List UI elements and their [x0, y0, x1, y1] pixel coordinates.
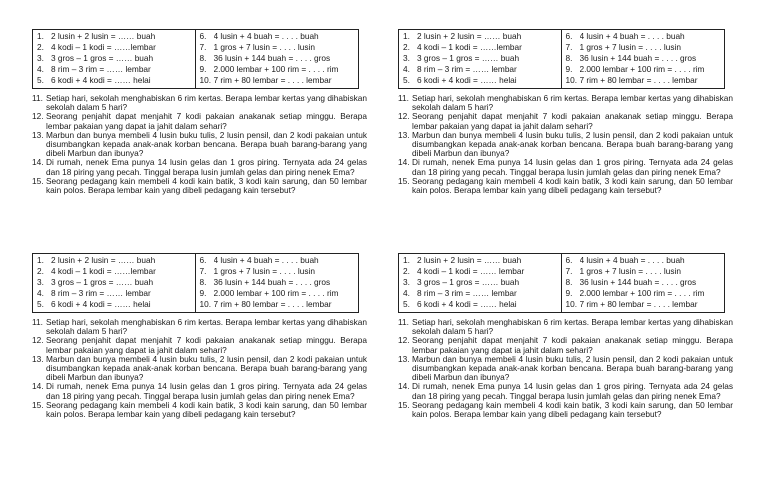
- word-problem: [398, 177, 733, 195]
- item-number: 6.: [199, 31, 207, 41]
- question-number: 13.: [32, 353, 44, 364]
- word-problem: [32, 336, 367, 354]
- item-expression: 8 rim – 3 rim = …… lembar: [51, 288, 151, 298]
- exercise-column-left: [399, 254, 562, 312]
- question-text: Seorang pedagang kain membeli 4 kodi kain batik, 3 kodi kain sarung, dan 50 lembar kain polos. Berapa lembar kain yang dibeli pedagang kain tersebut?: [46, 399, 367, 420]
- exercise-table: [32, 29, 359, 89]
- word-problems: [32, 318, 367, 419]
- exercise-item: [403, 64, 558, 75]
- item-expression: 7 rim + 80 lembar = . . . . lembar: [579, 299, 698, 309]
- word-problem: [32, 177, 367, 195]
- word-problem: [32, 401, 367, 419]
- question-text: Di rumah, nenek Ema punya 14 lusin gelas dan 1 gros piring. Ternyata ada 24 gelas dan 18 piring yang pecah. Tinggal berapa lusin jumlah gelas dan piring nenek Ema?: [412, 157, 733, 177]
- exercise-item: [403, 288, 558, 299]
- question-number: 15.: [32, 399, 44, 410]
- question-number: 14.: [398, 381, 410, 392]
- item-number: 2.: [37, 266, 44, 276]
- question-text: Setiap hari, sekolah menghabiskan 6 rim kertas. Berapa lembar kertas yang dihabiskan sekolah dalam 5 hari?: [46, 317, 367, 337]
- exercise-item: [566, 31, 722, 42]
- exercise-item: [566, 255, 722, 266]
- item-expression: 2.000 lembar + 100 rim = . . . . rim: [213, 288, 339, 298]
- item-expression: 2 lusin + 2 lusin = …… buah: [417, 255, 522, 265]
- question-number: 12.: [32, 111, 44, 122]
- item-number: 9.: [199, 64, 207, 74]
- item-number: 1.: [37, 31, 44, 41]
- exercise-item: [566, 266, 722, 277]
- item-number: 7.: [199, 42, 207, 52]
- exercise-item: [566, 277, 722, 288]
- item-number: 2.: [37, 42, 44, 52]
- item-expression: 2 lusin + 2 lusin = …… buah: [417, 31, 522, 41]
- word-problem: [32, 158, 367, 176]
- item-number: 3.: [37, 277, 44, 287]
- question-number: 14.: [32, 157, 44, 168]
- item-expression: 7 rim + 80 lembar = . . . . lembar: [213, 299, 332, 309]
- word-problem: [398, 112, 733, 130]
- item-number: 7.: [565, 42, 573, 52]
- item-expression: 4 lusin + 4 buah = . . . . buah: [213, 255, 319, 265]
- item-expression: 4 lusin + 4 buah = . . . . buah: [579, 255, 685, 265]
- item-expression: 6 kodi + 4 kodi = …… helai: [51, 299, 151, 309]
- word-problem: [398, 401, 733, 419]
- item-expression: 36 lusin + 144 buah = . . . . gros: [213, 277, 331, 287]
- item-expression: 7 rim + 80 lembar = . . . . lembar: [579, 75, 698, 85]
- item-number: 6.: [565, 31, 573, 41]
- exercise-item: [37, 255, 192, 266]
- item-number: 1.: [403, 255, 410, 265]
- item-number: 9.: [565, 288, 573, 298]
- question-number: 13.: [398, 353, 410, 364]
- exercise-column-right: [196, 30, 359, 88]
- exercise-item: [566, 75, 722, 86]
- question-text: Seorang penjahit dapat menjahit 7 kodi pakaian anakanak setiap minggu. Berapa lembar pakaian yang dapat ia jahit dalam sehari?: [46, 111, 367, 131]
- exercise-column-right: [562, 254, 725, 312]
- item-number: 5.: [403, 75, 410, 85]
- item-number: 9.: [199, 288, 207, 298]
- worksheet-top-right: [398, 29, 740, 195]
- item-expression: 3 gros – 1 gros = …… buah: [51, 53, 154, 63]
- question-text: Seorang pedagang kain membeli 4 kodi kain batik, 3 kodi kain sarung, dan 50 lembar kain polos. Berapa lembar kain yang dibeli pedagang kain tersebut?: [46, 175, 367, 196]
- question-text: Setiap hari, sekolah menghabiskan 6 rim kertas. Berapa lembar kertas yang dihabiskan sekolah dalam 5 hari?: [412, 93, 733, 113]
- word-problems: [398, 318, 733, 419]
- question-number: 11.: [32, 93, 43, 103]
- item-number: 4.: [37, 64, 44, 74]
- exercise-item: [200, 277, 356, 288]
- exercise-column-left: [33, 254, 196, 312]
- item-number: 9.: [565, 64, 573, 74]
- exercise-item: [200, 64, 356, 75]
- item-number: 1.: [37, 255, 44, 265]
- worksheet-top-left: [32, 29, 374, 195]
- item-number: 6.: [199, 255, 207, 265]
- item-number: 2.: [403, 42, 410, 52]
- exercise-item: [37, 42, 192, 53]
- item-number: 4.: [37, 288, 44, 298]
- word-problem: [32, 382, 367, 400]
- exercise-item: [403, 75, 558, 86]
- worksheet-bottom-right: [398, 253, 740, 419]
- item-expression: 2.000 lembar + 100 rim = . . . . rim: [579, 64, 705, 74]
- item-expression: 8 rim – 3 rim = …… lembar: [417, 288, 517, 298]
- item-number: 5.: [37, 299, 44, 309]
- item-number: 8.: [565, 277, 573, 287]
- exercise-column-left: [399, 30, 562, 88]
- item-expression: 6 kodi + 4 kodi = …… helai: [417, 299, 517, 309]
- item-number: 8.: [565, 53, 573, 63]
- question-text: Seorang pedagang kain membeli 4 kodi kain batik, 3 kodi kain sarung, dan 50 lembar kain polos. Berapa lembar kain yang dibeli pedagang kain tersebut?: [412, 175, 733, 196]
- question-text: Di rumah, nenek Ema punya 14 lusin gelas dan 1 gros piring. Ternyata ada 24 gelas dan 18 piring yang pecah. Tinggal berapa lusin jumlah gelas dan piring nenek Ema?: [412, 381, 733, 401]
- exercise-table: [398, 29, 725, 89]
- exercise-item: [37, 75, 192, 86]
- question-text: Seorang penjahit dapat menjahit 7 kodi pakaian anakanak setiap minggu. Berapa lembar pakaian yang dapat ia jahit dalam sehari?: [412, 335, 733, 355]
- item-expression: 4 lusin + 4 buah = . . . . buah: [579, 31, 685, 41]
- exercise-item: [200, 42, 356, 53]
- word-problem: [398, 318, 733, 336]
- item-expression: 6 kodi + 4 kodi = …… helai: [417, 75, 517, 85]
- question-text: Marbun dan bunya membeli 4 lusin buku tulis, 2 lusin pensil, dan 2 kodi pakaian untuk disumbangkan kepada anak-anak korban bencana. Berapa buah barang-barang yang dibeli Marbun dan ibunya?: [412, 129, 733, 159]
- item-number: 2.: [403, 266, 410, 276]
- item-number: 7.: [199, 266, 207, 276]
- exercise-item: [200, 31, 356, 42]
- item-number: 5.: [403, 299, 410, 309]
- question-text: Marbun dan bunya membeli 4 lusin buku tulis, 2 lusin pensil, dan 2 kodi pakaian untuk disumbangkan kepada anak-anak korban bencana. Berapa buah barang-barang yang dibeli Marbun dan ibunya?: [412, 353, 733, 383]
- exercise-item: [403, 42, 558, 53]
- word-problem: [398, 94, 733, 112]
- item-expression: 4 lusin + 4 buah = . . . . buah: [213, 31, 319, 41]
- worksheet-bottom-left: [32, 253, 374, 419]
- item-number: 5.: [37, 75, 44, 85]
- item-number: 3.: [403, 277, 410, 287]
- item-expression: 3 gros – 1 gros = …… buah: [417, 277, 520, 287]
- question-number: 11.: [398, 93, 409, 103]
- word-problem: [32, 318, 367, 336]
- item-expression: 4 kodi – 1 kodi = ……lembar: [51, 266, 156, 276]
- item-expression: 6 kodi + 4 kodi = …… helai: [51, 75, 151, 85]
- question-text: Seorang pedagang kain membeli 4 kodi kain batik, 3 kodi kain sarung, dan 50 lembar kain polos. Berapa lembar kain yang dibeli pedagang kain tersebut?: [412, 399, 733, 420]
- question-text: Di rumah, nenek Ema punya 14 lusin gelas dan 1 gros piring. Ternyata ada 24 gelas dan 18 piring yang pecah. Tinggal berapa lusin jumlah gelas dan piring nenek Ema?: [46, 381, 367, 401]
- item-expression: 3 gros – 1 gros = …… buah: [417, 53, 520, 63]
- exercise-item: [200, 288, 356, 299]
- exercise-item: [37, 266, 192, 277]
- item-expression: 1 gros + 7 lusin = . . . . lusin: [213, 266, 315, 276]
- word-problem: [398, 355, 733, 383]
- question-text: Seorang penjahit dapat menjahit 7 kodi pakaian anakanak setiap minggu. Berapa lembar pakaian yang dapat ia jahit dalam sehari?: [412, 111, 733, 131]
- question-text: Setiap hari, sekolah menghabiskan 6 rim kertas. Berapa lembar kertas yang dihabiskan sekolah dalam 5 hari?: [46, 93, 367, 113]
- question-number: 11.: [398, 317, 409, 327]
- exercise-item: [37, 64, 192, 75]
- item-number: 4.: [403, 64, 410, 74]
- exercise-column-right: [196, 254, 359, 312]
- question-number: 12.: [398, 111, 410, 122]
- item-expression: 4 kodi – 1 kodi = ……lembar: [51, 42, 156, 52]
- item-number: 1.: [403, 31, 410, 41]
- exercise-item: [566, 42, 722, 53]
- item-number: 10.: [565, 75, 578, 85]
- item-expression: 4 kodi – 1 kodi = ……lembar: [417, 42, 522, 52]
- exercise-item: [37, 31, 192, 42]
- question-text: Marbun dan bunya membeli 4 lusin buku tulis, 2 lusin pensil, dan 2 kodi pakaian untuk disumbangkan kepada anak-anak korban bencana. Berapa buah barang-barang yang dibeli Marbun dan ibunya?: [46, 129, 367, 159]
- exercise-item: [403, 277, 558, 288]
- question-number: 15.: [32, 175, 44, 186]
- item-expression: 1 gros + 7 lusin = . . . . lusin: [213, 42, 315, 52]
- exercise-item: [403, 53, 558, 64]
- item-number: 10.: [199, 75, 212, 85]
- exercise-column-left: [33, 30, 196, 88]
- exercise-item: [200, 299, 356, 310]
- word-problems: [398, 94, 733, 195]
- exercise-column-right: [562, 30, 725, 88]
- exercise-item: [566, 299, 722, 310]
- question-number: 15.: [398, 175, 410, 186]
- exercise-item: [403, 266, 558, 277]
- word-problem: [32, 355, 367, 383]
- item-expression: 1 gros + 7 lusin = . . . . lusin: [579, 42, 681, 52]
- exercise-item: [37, 277, 192, 288]
- item-expression: 2.000 lembar + 100 rim = . . . . rim: [213, 64, 339, 74]
- exercise-item: [566, 53, 722, 64]
- exercise-item: [37, 299, 192, 310]
- item-number: 3.: [37, 53, 44, 63]
- word-problem: [32, 112, 367, 130]
- item-expression: 2 lusin + 2 lusin = …… buah: [51, 255, 156, 265]
- question-text: Di rumah, nenek Ema punya 14 lusin gelas dan 1 gros piring. Ternyata ada 24 gelas dan 18 piring yang pecah. Tinggal berapa lusin jumlah gelas dan piring nenek Ema?: [46, 157, 367, 177]
- item-expression: 4 kodi – 1 kodi = …… lembar: [417, 266, 525, 276]
- item-number: 3.: [403, 53, 410, 63]
- question-text: Setiap hari, sekolah menghabiskan 6 rim kertas. Berapa lembar kertas yang dihabiskan sekolah dalam 5 hari?: [412, 317, 733, 337]
- exercise-item: [200, 75, 356, 86]
- question-number: 14.: [398, 157, 410, 168]
- question-number: 14.: [32, 381, 44, 392]
- exercise-item: [566, 64, 722, 75]
- exercise-table: [32, 253, 359, 313]
- item-number: 7.: [565, 266, 573, 276]
- question-number: 13.: [398, 129, 410, 140]
- exercise-item: [37, 288, 192, 299]
- item-number: 10.: [565, 299, 578, 309]
- exercise-table: [398, 253, 725, 313]
- word-problem: [32, 94, 367, 112]
- item-expression: 8 rim – 3 rim = …… lembar: [417, 64, 517, 74]
- item-expression: 2.000 lembar + 100 rim = . . . . rim: [579, 288, 705, 298]
- word-problem: [398, 131, 733, 159]
- exercise-item: [37, 53, 192, 64]
- question-text: Marbun dan bunya membeli 4 lusin buku tulis, 2 lusin pensil, dan 2 kodi pakaian untuk disumbangkan kepada anak-anak korban bencana. Berapa buah barang-barang yang dibeli Marbun dan ibunya?: [46, 353, 367, 383]
- exercise-item: [200, 266, 356, 277]
- item-expression: 1 gros + 7 lusin = . . . . lusin: [579, 266, 681, 276]
- exercise-item: [200, 255, 356, 266]
- word-problem: [398, 382, 733, 400]
- item-expression: 3 gros – 1 gros = …… buah: [51, 277, 154, 287]
- question-number: 11.: [32, 317, 43, 327]
- item-expression: 8 rim – 3 rim = …… lembar: [51, 64, 151, 74]
- question-number: 15.: [398, 399, 410, 410]
- item-expression: 36 lusin + 144 buah = . . . . gros: [579, 277, 697, 287]
- item-expression: 7 rim + 80 lembar = . . . . lembar: [213, 75, 332, 85]
- exercise-item: [403, 255, 558, 266]
- question-number: 13.: [32, 129, 44, 140]
- word-problem: [32, 131, 367, 159]
- item-number: 6.: [565, 255, 573, 265]
- item-number: 10.: [199, 299, 212, 309]
- item-expression: 2 lusin + 2 lusin = …… buah: [51, 31, 156, 41]
- item-number: 8.: [199, 53, 207, 63]
- word-problem: [398, 336, 733, 354]
- item-expression: 36 lusin + 144 buah = . . . . gros: [579, 53, 697, 63]
- item-number: 4.: [403, 288, 410, 298]
- question-text: Seorang penjahit dapat menjahit 7 kodi pakaian anakanak setiap minggu. Berapa lembar pakaian yang dapat ia jahit dalam sehari?: [46, 335, 367, 355]
- word-problems: [32, 94, 367, 195]
- exercise-item: [403, 299, 558, 310]
- word-problem: [398, 158, 733, 176]
- item-number: 8.: [199, 277, 207, 287]
- question-number: 12.: [32, 335, 44, 346]
- exercise-item: [403, 31, 558, 42]
- exercise-item: [566, 288, 722, 299]
- exercise-item: [200, 53, 356, 64]
- question-number: 12.: [398, 335, 410, 346]
- item-expression: 36 lusin + 144 buah = . . . . gros: [213, 53, 331, 63]
